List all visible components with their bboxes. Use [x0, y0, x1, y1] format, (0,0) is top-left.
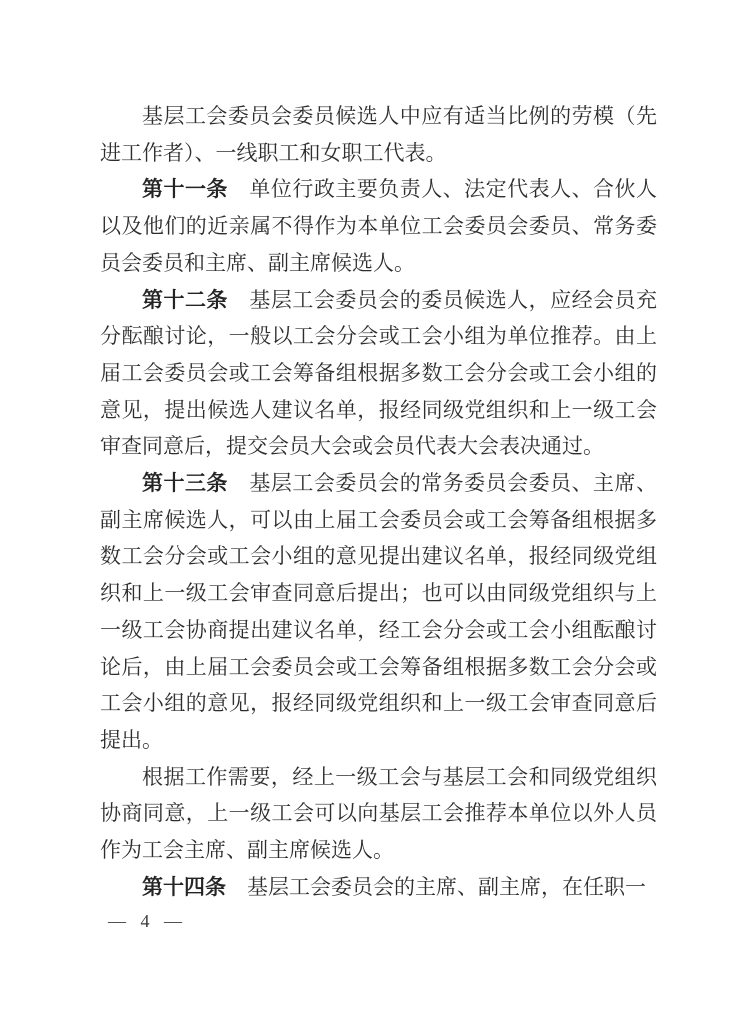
- paragraph-article-13: [100, 465, 657, 759]
- paragraph-article-11: [100, 171, 657, 281]
- paragraph-text: 基层工会委员会的主席、副主席，在任职一: [226, 874, 646, 899]
- article-term: 第十四条: [142, 874, 226, 899]
- paragraph-text: 单位行政主要负责人、法定代表人、合伙人以及他们的近亲属不得作为本单位工会委员会委员、常务委员会委员和主席、副主席候选人。: [100, 177, 658, 275]
- article-term: 第十三条: [142, 471, 228, 496]
- article-term: 第十一条: [142, 177, 228, 202]
- page-footer: [108, 911, 187, 932]
- paragraph-article-14: [100, 869, 657, 906]
- page-number: — 4 —: [108, 911, 187, 931]
- paragraph: [100, 98, 657, 171]
- paragraph-article-12: [100, 282, 657, 466]
- paragraph-text: 基层工会委员会委员候选人中应有适当比例的劳模（先进工作者）、一线职工和女职工代表。: [100, 104, 657, 165]
- document-body: [100, 98, 657, 905]
- paragraph-text: 根据工作需要，经上一级工会与基层工会和同级党组织协商同意，上一级工会可以向基层工会推荐本单位以外人员作为工会主席、副主席候选人。: [100, 764, 657, 863]
- paragraph: [100, 759, 657, 869]
- article-term: 第十二条: [142, 287, 228, 312]
- paragraph-text: 基层工会委员会的委员候选人，应经会员充分酝酿讨论，一般以工会分会或工会小组为单位推荐。由上届工会委员会或工会筹备组根据多数工会分会或工会小组的意见，提出候选人建议名单，报经同级党组织和上一级工会审查同意后，提交会员大会或会员代表大会表决通过。: [100, 287, 658, 459]
- paragraph-text: 基层工会委员会的常务委员会委员、主席、副主席候选人，可以由上届工会委员会或工会筹备组根据多数工会分会或工会小组的意见提出建议名单，报经同级党组织和上一级工会审查同意后提出；也可以由同级党组织与上一级工会协商提出建议名单，经工会分会或工会小组酝酿讨论后，由上届工会委员会或工会筹备组根据多数工会分会或工会小组的意见，报经同级党组织和上一级工会审查同意后提出。: [100, 471, 658, 752]
